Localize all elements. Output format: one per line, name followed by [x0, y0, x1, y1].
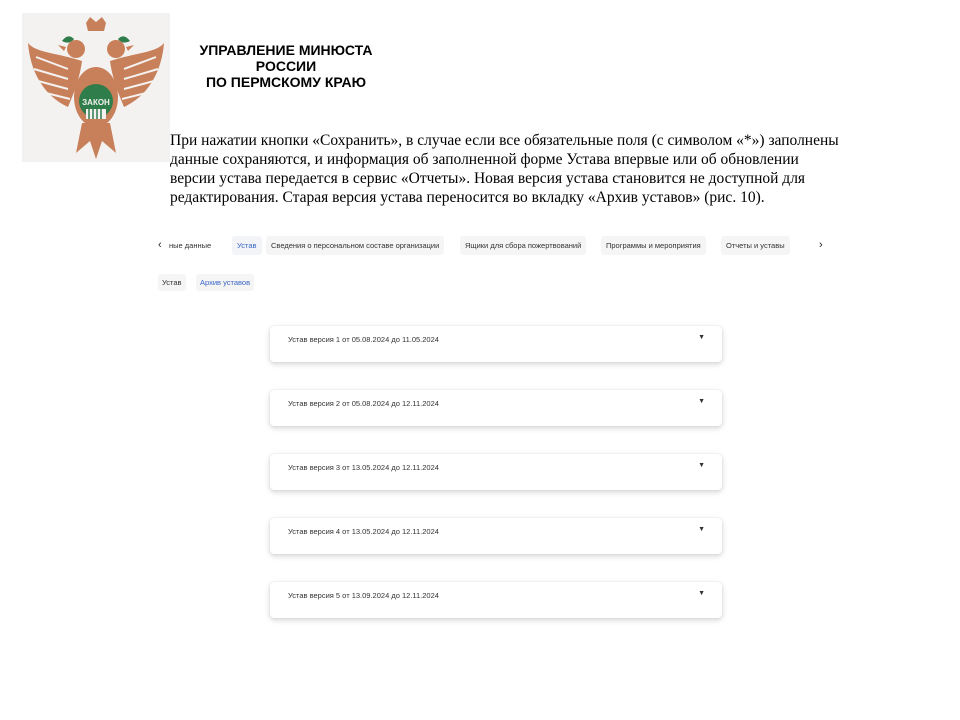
tab-general-data[interactable]: ные данные: [169, 241, 212, 250]
organization-title: [176, 42, 396, 90]
tabs-scroll-left-icon[interactable]: ‹: [158, 239, 162, 251]
archive-version-card[interactable]: [270, 390, 722, 426]
double-headed-eagle-icon: [22, 13, 170, 162]
subtab-charter[interactable]: Устав: [158, 274, 186, 291]
archive-version-label: Устав версия 2 от 05.08.2024 до 12.11.2024: [288, 399, 439, 408]
caret-down-icon[interactable]: ▼: [698, 590, 705, 597]
org-title-line: РОССИИ: [255, 58, 317, 74]
main-tabs: [158, 236, 828, 256]
tab-charter[interactable]: Устав: [232, 236, 262, 255]
archive-version-card[interactable]: [270, 454, 722, 490]
archive-version-label: Устав версия 3 от 13.05.2024 до 12.11.2024: [288, 463, 439, 472]
tab-programs[interactable]: Программы и мероприятия: [601, 236, 706, 255]
caret-down-icon[interactable]: ▼: [698, 526, 705, 533]
ministry-emblem: [22, 13, 170, 162]
archive-version-card[interactable]: [270, 582, 722, 618]
tab-personnel[interactable]: Сведения о персональном составе организации: [266, 236, 444, 255]
org-title-line: УПРАВЛЕНИЕ МИНЮСТА: [199, 42, 373, 58]
tabs-scroll-right-icon[interactable]: ›: [819, 239, 823, 251]
caret-down-icon[interactable]: ▼: [698, 462, 705, 469]
emblem-text: ЗАКОН: [82, 98, 110, 107]
tab-reports[interactable]: Отчеты и уставы: [721, 236, 790, 255]
org-title-line: ПО ПЕРМСКОМУ КРАЮ: [205, 74, 367, 90]
tab-donation-boxes[interactable]: Ящики для сбора пожертвований: [460, 236, 586, 255]
archive-version-label: Устав версия 4 от 13.05.2024 до 12.11.2024: [288, 527, 439, 536]
caret-down-icon[interactable]: ▼: [698, 334, 705, 341]
archive-version-card[interactable]: [270, 326, 722, 362]
description-text: При нажатии кнопки «Сохранить», в случае если все обязательные поля (с символом «*») заполнены данные сохраняются, и информация об заполненной форме Устава впервые или об обновлении версии устава передается в сервис «Отчеты». Новая версия устава становится не доступной для редактирования. Старая версия устава переносится во вкладку «Архив уставов» (рис. 10).: [170, 132, 839, 206]
caret-down-icon[interactable]: ▼: [698, 398, 705, 405]
archive-version-card[interactable]: [270, 518, 722, 554]
archive-version-label: Устав версия 1 от 05.08.2024 до 11.05.2024: [288, 335, 439, 344]
subtab-charter-archive[interactable]: Архив уставов: [196, 274, 254, 291]
archive-version-label: Устав версия 5 от 13.09.2024 до 12.11.2024: [288, 591, 439, 600]
